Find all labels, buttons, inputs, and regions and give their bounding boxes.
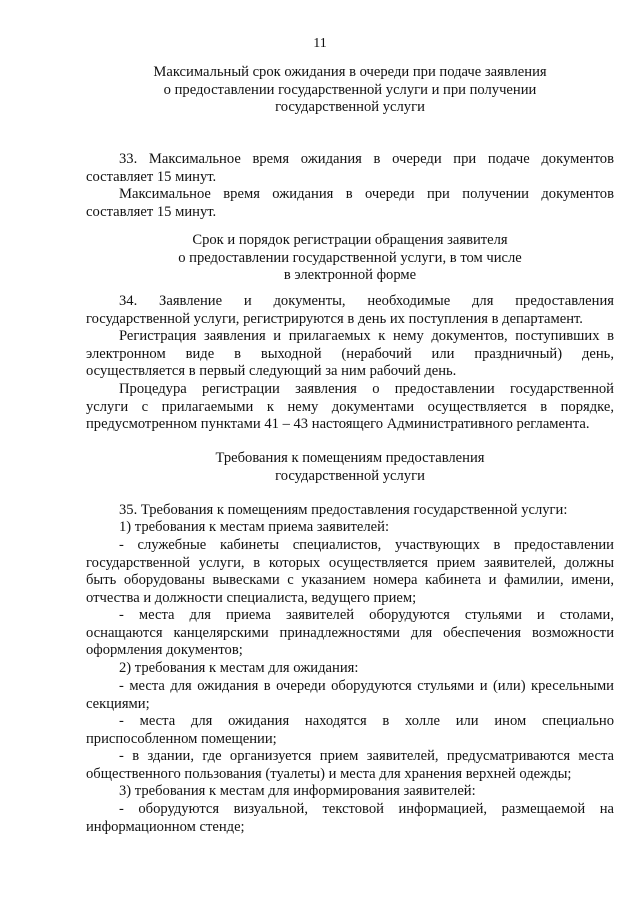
paragraph-registration-electronic (86, 328, 614, 381)
text-line: осуществляется в первый следующий за ним рабочий день. (86, 363, 457, 380)
paragraph-waiting-places (86, 660, 614, 678)
heading-line: о предоставлении государственной услуги, в том числе (178, 249, 522, 266)
text-line: общественного пользования (туалеты) и места для хранения верхней одежды; (86, 765, 572, 782)
text-line: 3) требования к местам для информирования заявителей: (119, 783, 476, 799)
text-line: составляет 15 минут. (86, 203, 217, 220)
text-line: Процедура регистрации заявления о предоставлении государственной (119, 381, 614, 397)
paragraph-offices (86, 537, 614, 607)
heading-line: государственной услуги (275, 467, 425, 484)
text-line: 2) требования к местам для ожидания: (119, 660, 359, 676)
paragraph-33 (86, 151, 614, 186)
section-heading-max-wait (110, 64, 590, 117)
text-line: быть оборудованы вывесками с указанием номера кабинета и фамилии, имени, (86, 572, 614, 589)
text-line: - оборудуются визуальной, текстовой информацией, размещаемой на (119, 801, 614, 817)
text-line: - места для ожидания в очереди оборудуются стульями и (или) кресельными (119, 678, 614, 694)
heading-line: Требования к помещениям предоставления (215, 450, 485, 466)
text-line: электронном виде в выходной (нерабочий или праздничный) день, (86, 345, 614, 362)
text-line: составляет 15 минут. (86, 168, 217, 185)
heading-line: Срок и порядок регистрации обращения заявителя (192, 232, 508, 248)
text-line: государственной услуги, регистрируются в день их поступления в департамент. (86, 310, 583, 327)
text-line: государственной услуги, в которых осуществляется прием заявителей, должны (86, 554, 614, 571)
heading-line: в электронной форме (283, 267, 417, 283)
paragraph-reception-places (86, 519, 614, 537)
text-line: приспособленном помещении; (86, 730, 277, 747)
text-line: услуги с прилагаемыми к нему документами осуществляется в порядке, (86, 398, 614, 415)
paragraph-34 (86, 293, 614, 328)
paragraph-35 (86, 502, 614, 520)
section-heading-registration (110, 232, 590, 285)
paragraph-waiting-seats (86, 678, 614, 713)
text-line: 35. Требования к помещениям предоставления государственной услуги: (119, 502, 568, 518)
text-line: - места для приема заявителей оборудуются стульями и столами, (119, 607, 614, 623)
text-line: информационном стенде; (86, 818, 245, 835)
paragraph-information-places (86, 783, 614, 801)
text-line: оформления документов; (86, 642, 243, 659)
text-line: секциями; (86, 695, 150, 712)
section-heading-premises (110, 450, 590, 485)
text-line: оснащаются канцелярскими принадлежностями для обеспечения возможности (86, 624, 614, 641)
heading-line: государственной услуги (275, 99, 425, 115)
text-line: - в здании, где организуется прием заявителей, предусматриваются места (119, 748, 614, 764)
paragraph-waiting-hall (86, 713, 614, 748)
text-line: Максимальное время ожидания в очереди при получении документов (119, 186, 614, 202)
paragraph-reception-furniture (86, 607, 614, 660)
page-number: 11 (313, 36, 327, 51)
paragraph-registration-procedure (86, 381, 614, 434)
text-line: 34. Заявление и документы, необходимые для предоставления (119, 293, 614, 309)
paragraph-receipt-time (86, 186, 614, 221)
text-line: - места для ожидания находятся в холле или ином специально (119, 713, 614, 729)
text-line: предусмотренном пунктами 41 – 43 настоящего Административного регламента. (86, 416, 590, 433)
paragraph-info-stand (86, 801, 614, 836)
heading-line: Максимальный срок ожидания в очереди при подаче заявления (153, 64, 547, 80)
text-line: 1) требования к местам приема заявителей: (119, 519, 390, 535)
text-line: отчества и должности специалиста, ведущего прием; (86, 589, 417, 606)
heading-line: о предоставлении государственной услуги и при получении (163, 81, 537, 98)
text-line: - служебные кабинеты специалистов, участвующих в предоставлении (119, 537, 614, 553)
text-line: 33. Максимальное время ожидания в очереди при подаче документов (119, 151, 614, 167)
paragraph-public-facilities (86, 748, 614, 783)
text-line: Регистрация заявления и прилагаемых к нему документов, поступивших в (119, 328, 614, 344)
